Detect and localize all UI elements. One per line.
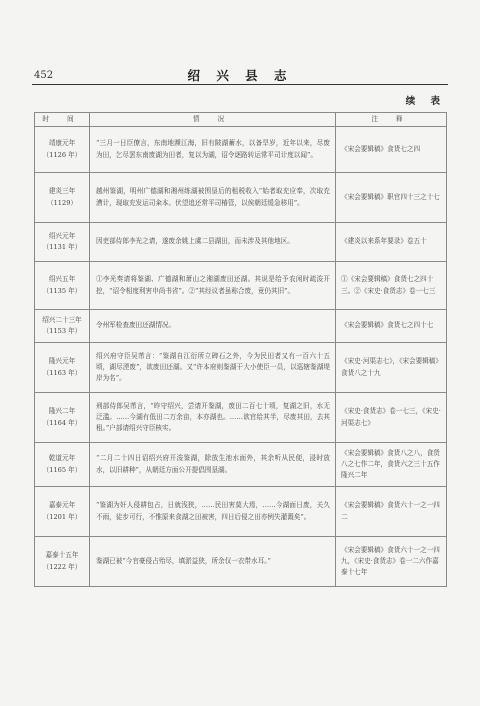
reign-text: 乾道元年: [48, 454, 76, 463]
source-cell: 《宋会要辑稿》食货六十一之一四九，《宋史·食货志》卷一二六作嘉泰十七年: [336, 537, 447, 587]
table-row: [35, 393, 447, 443]
time-cell: [35, 343, 90, 393]
time-cell: [35, 262, 90, 310]
year-text: （1131 年）: [42, 243, 82, 251]
reign-text: 绍兴元年: [48, 231, 76, 240]
situation-cell: “二月二十四日诏绍兴府开浚鉴湖，除放生池水面外，其余听从民便，浸时放水，以旧耕种”，从朝廷方面公开提倡围垦湖。: [90, 443, 336, 487]
table-row: [35, 262, 447, 310]
source-cell: 《宋会要辑稿》食货七之四十七: [336, 310, 447, 343]
source-cell: 《宋会要辑稿》食货八之八，食货八之七作二年，食货六之三十五作隆兴二年: [336, 443, 447, 487]
header-rule: [32, 84, 448, 85]
situation-cell: “鉴湖为奸人侵耕包占，日就浅狭，……民田害莫大焉，……今湖面日废，关久不雨，徒步可行，不惟原来食湖之田被害，四日后侵之田亦例失灌溉矣”。: [90, 487, 336, 537]
column-header-time: 时 间: [35, 113, 90, 127]
table-row: [35, 537, 447, 587]
time-cell: [35, 223, 90, 262]
reign-text: 靖康元年: [48, 139, 76, 148]
column-header-notes: 注 释: [336, 113, 447, 127]
table-row: [35, 310, 447, 343]
year-text: （1222 年）: [42, 562, 82, 571]
table-row: [35, 127, 447, 173]
reign-text: 建炎三年: [48, 187, 76, 196]
table-row: [35, 443, 447, 487]
year-text: （1129）: [47, 198, 77, 207]
table-row: [35, 343, 447, 393]
time-cell: [35, 487, 90, 537]
year-text: （1201 年）: [42, 512, 82, 521]
reign-text: 嘉泰十五年: [45, 551, 79, 560]
reign-text: 绍兴五年: [48, 275, 76, 284]
source-cell: 《宋史·河渠志七》，《宋会要辑稿》食货八之十九: [336, 343, 447, 393]
reign-text: 隆兴元年: [48, 357, 76, 366]
situation-cell: 鉴湖已被“今官豪侵占殆尽，填淤益狭，所余仅一衣带水耳。”: [90, 537, 336, 587]
source-cell: 《宋会要辑稿》食货六十一之一四二: [336, 487, 447, 537]
situation-cell: 刑部侍郎吴芾言，“昨守绍兴，尝请开鉴湖，废田二百七十顷，复湖之旧，水无泛滥。……今湖有低田二万余亩，本亦湖也。……欲官给其半，尽废其田，去其租。”户部请绍兴守臣核实。: [90, 393, 336, 443]
year-text: （1153 年）: [42, 327, 82, 335]
source-cell: ①《宋会要辑稿》食货七之四十三。②《宋史·食货志》卷一七三: [336, 262, 447, 310]
table-row: [35, 223, 447, 262]
page-number: 452: [34, 70, 54, 81]
situation-cell: “三月一日臣僚言，东南地濒江海，旧有陂湖蓄水，以备旱岁，近年以来，尽废为田，乞尽罢东南废湖为田者，复以为湖，诏令逐路转运常平司计度以闻”。: [90, 127, 336, 173]
time-cell: [35, 443, 90, 487]
source-cell: 《建炎以来系年要录》卷五十: [336, 223, 447, 262]
situation-cell: 绍兴府守臣吴芾言：“鉴湖自江衍所立碑石之外，今为民田者又有一百六十五顷，湖尽湮废”，欲废田还湖。又“许本府则鉴湖干大小使臣一员，以巡辖鉴湖堤岸为名”。: [90, 343, 336, 393]
time-cell: [35, 173, 90, 223]
time-cell: [35, 537, 90, 587]
records-table: [34, 112, 447, 587]
table-row: [35, 173, 447, 223]
book-title: 绍 兴 县 志: [187, 68, 293, 83]
time-cell: [35, 393, 90, 443]
reign-text: 嘉泰元年: [48, 501, 76, 510]
source-cell: 《宋会要辑稿》职官四十三之十七: [336, 173, 447, 223]
year-text: （1164 年）: [42, 418, 82, 427]
reign-text: 隆兴二年: [48, 407, 76, 416]
table-row: [35, 487, 447, 537]
year-text: （1163 年）: [42, 368, 82, 377]
time-cell: [35, 127, 90, 173]
situation-cell: ①李光奏请将鉴湖、广德湖和萧山之湘湖废田还湖。其说是给予农闲时疏浚开挖，“诏令相度利害申尚书省”。②“其经议者虽称合废，竟仍其旧”。: [90, 262, 336, 310]
situation-cell: 令州军检查废田还湖情况。: [90, 310, 336, 343]
year-text: （1135 年）: [42, 286, 82, 295]
source-cell: 《宋会要辑稿》食货七之四: [336, 127, 447, 173]
source-cell: 《宋史·食货志》卷一七三，《宋史·河渠志七》: [336, 393, 447, 443]
table-header-row: [35, 113, 447, 127]
year-text: （1126 年）: [42, 150, 82, 159]
situation-cell: 越州鉴湖，明州广德湖和湘州练湖被围垦后的租税收入“始者取充应奉，次取充漕计，现取充发运司籴本。伏望追还常平司椿管，以俟朝廷缓急移用”。: [90, 173, 336, 223]
situation-cell: 因吏部侍郎李光之请，遂废余姚上虞二县湖田，而未涉及其他地区。: [90, 223, 336, 262]
time-cell: [35, 310, 90, 343]
continued-label: 续 表: [405, 96, 446, 107]
year-text: （1165 年）: [42, 465, 82, 474]
reign-text: 绍兴二十三年: [42, 315, 82, 324]
column-header-situation: 情 况: [90, 113, 336, 127]
